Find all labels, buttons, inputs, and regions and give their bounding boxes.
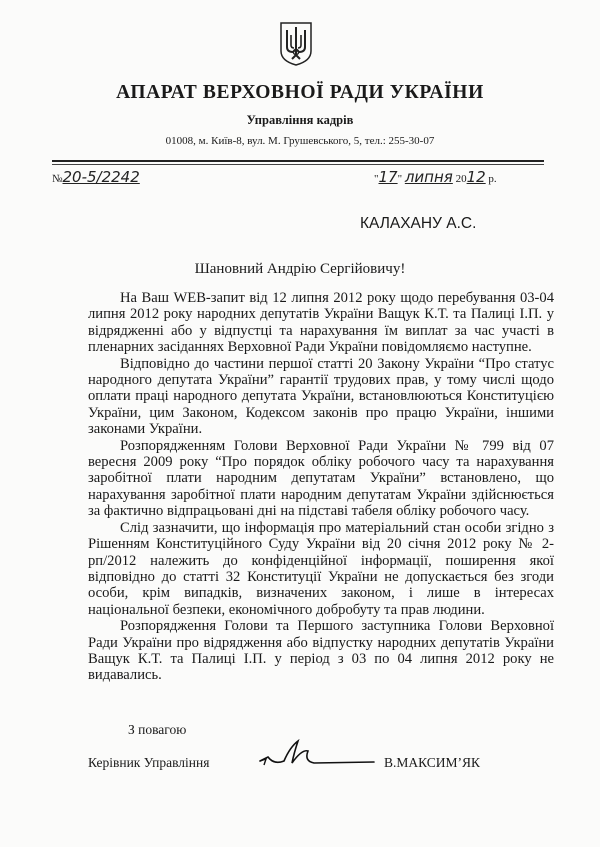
addressee: КАЛАХАНУ А.С. [360, 215, 477, 232]
reference-number [52, 168, 140, 186]
number-label: № [52, 173, 63, 185]
department-name: Управління кадрів [246, 113, 354, 127]
signer-name: В.МАКСИМ’ЯК [384, 755, 481, 770]
letterhead-divider [52, 160, 544, 162]
date-year-prefix: 20 [455, 173, 467, 185]
date-close-quote: " [397, 173, 403, 185]
paragraph: Розпорядженням Голови Верховної Ради України № 799 від 07 вересня 2009 року “Про порядок обліку робочого часу та нарахування заробітної плати народним депутатам України” встановлено, що нарахування заробітної плати народним депутатам України здійснюється за фактично відпрацьовані дні на підставі табеля обліку робочого часу. [88, 437, 554, 520]
date-year-suffix: 12 [466, 168, 486, 186]
letterhead-divider-thin [52, 164, 544, 165]
date-month: липня [404, 168, 453, 186]
salutation: Шановний Андрію Сергійовичу! [194, 261, 406, 277]
date-open-quote: " [374, 173, 379, 185]
date-day: 17 [378, 168, 398, 186]
paragraph: Відповідно до частини першої статті 20 Закону України “Про статус народного депутата України” гарантії трудових прав, у тому числі щодо оплати праці народного депутата України, встановлюються Конституцією України, цим Законом, Кодексом законів про працю України, іншими законами України. [88, 355, 554, 438]
paragraph: На Ваш WEB-запит від 12 липня 2012 року щодо перебування 03-04 липня 2012 року народних депутатів України Ващук К.Т. та Палиці І.П. у відрядженні або у відпустці та нарахування їм виплат за час участі в пленарних засіданнях Верховної Ради України повідомляємо наступне. [88, 290, 554, 356]
organization-address: 01008, м. Київ-8, вул. М. Грушевського, 5, тел.: 255-30-07 [165, 135, 435, 147]
date-year-unit: р. [488, 173, 497, 185]
organization-title: АПАРАТ ВЕРХОВНОЇ РАДИ УКРАЇНИ [116, 82, 484, 103]
trident-coat-of-arms-icon [279, 21, 313, 67]
paragraph: Розпорядження Голови та Першого заступника Голови Верховної Ради України про відрядження або відпустку народних депутатів України Ващук К.Т. та Палиці І.П. у період з 03 по 04 липня 2012 року не видавались. [88, 618, 554, 684]
signer-position: Керівник Управління [88, 755, 210, 770]
letter-body [88, 290, 554, 684]
reference-number-value: 20-5/2242 [62, 168, 140, 186]
closing-regards: З повагою [128, 722, 187, 737]
paragraph: Слід зазначити, що інформація про матеріальний стан особи згідно з Рішенням Конституційного Суду України від 20 січня 2012 року № 2-рп/2012 належить до конфіденційної інформації, поширення якої відповідно до статті 32 Конституції України не допускається без згоди особи, крім випадків, визначених законом, і лише в інтересах національної безпеки, економічного добробуту та прав людини. [88, 519, 554, 618]
handwritten-signature [258, 735, 376, 771]
letter-date [374, 168, 497, 186]
